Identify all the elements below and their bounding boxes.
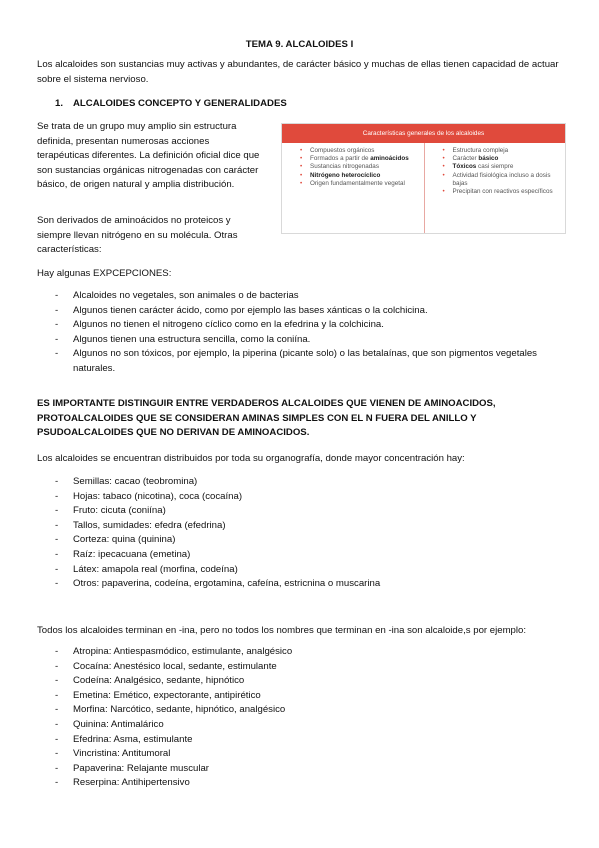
characteristic-text-pre: Estructura compleja bbox=[452, 147, 509, 154]
ina-example-item: - Papaverina: Relajante muscular bbox=[55, 762, 575, 777]
ina-example-item: - Emetina: Emético, expectorante, antipirético bbox=[55, 689, 575, 704]
characteristic-text-pre: Origen fundamentalmente vegetal bbox=[310, 179, 405, 187]
characteristic-item bbox=[288, 155, 420, 163]
characteristic-text-pre: Formados a partir de bbox=[310, 155, 371, 163]
characteristic-text-pre: Actividad fisiológica incluso a dosis bajas bbox=[452, 171, 551, 187]
ina-example-item: - Cocaína: Anestésico local, sedante, estimulante bbox=[55, 660, 575, 675]
exception-item: - Algunos tienen una estructura sencilla, como la coniína. bbox=[55, 333, 575, 348]
distribution-item: - Látex: amapola real (morfina, codeína) bbox=[55, 563, 575, 578]
characteristic-text-bold: Tóxicos bbox=[452, 163, 477, 171]
ina-example-item: - Vincristina: Antitumoral bbox=[55, 747, 575, 762]
characteristics-table bbox=[281, 123, 566, 234]
section-title: ALCALOIDES CONCEPTO Y GENERALIDADES bbox=[73, 98, 287, 109]
ina-examples-list bbox=[55, 645, 575, 791]
important-note: ES IMPORTANTE DISTINGUIR ENTRE VERDADEROS ALCALOIDES QUE VIENEN DE AMINOACIDOS, PROTOALCALOIDES QUE SE CONSIDERAN AMINAS SIMPLES CON EL N FUERA DEL ANILLO Y PSUDOALCALOIDES QUE NO DERIVAN DE AMINOACIDOS. bbox=[37, 398, 496, 439]
ina-example-item: - Efedrina: Asma, estimulante bbox=[55, 733, 575, 748]
distribution-item: - Fruto: cicuta (coniína) bbox=[55, 504, 575, 519]
derivation-paragraph: Son derivados de aminoácidos no proteicos y siempre llevan nitrógeno en su molécula. Otras características: bbox=[37, 215, 238, 256]
characteristic-text-bold: básico bbox=[478, 155, 499, 163]
distribution-title: Los alcaloides se encuentran distribuidos por toda su organografía, donde mayor concentración hay: bbox=[37, 453, 465, 464]
characteristic-text-bold: Nitrógeno heterocíclico bbox=[310, 171, 381, 179]
characteristic-item bbox=[288, 172, 420, 180]
distribution-item: - Hojas: tabaco (nicotina), coca (cocaína) bbox=[55, 490, 575, 505]
exception-item: - Algunos tienen carácter ácido, como por ejemplo las bases xánticas o la colchicina. bbox=[55, 304, 575, 319]
characteristic-text-pre: Sustancias nitrogenadas bbox=[310, 163, 379, 171]
characteristic-text-pre: Precipitan con reactivos específicos bbox=[452, 188, 553, 196]
intro-paragraph: Los alcaloides son sustancias muy activas y abundantes, de carácter básico y muchas de ellas tienen capacidad de actuar sobre el sistema nervioso. bbox=[37, 59, 559, 85]
characteristic-item bbox=[288, 180, 420, 188]
distribution-item: - Raíz: ipecacuana (emetina) bbox=[55, 548, 575, 563]
characteristic-item bbox=[431, 155, 562, 163]
definition-paragraph: Se trata de un grupo muy amplio sin estructura definida, presentan numerosas acciones terapéuticas diferentes. La definición oficial dice que son sustancias orgánicas nitrogenadas con carácter básico, de origen natural y amplia distribución. bbox=[37, 121, 260, 191]
characteristic-item bbox=[431, 147, 562, 155]
ina-example-item: - Morfina: Narcótico, sedante, hipnótico, analgésico bbox=[55, 703, 575, 718]
ina-example-item: - Codeína: Analgésico, sedante, hipnótico bbox=[55, 674, 575, 689]
characteristic-item bbox=[431, 172, 562, 188]
characteristics-left-column bbox=[282, 143, 424, 233]
page-title: TEMA 9. ALCALOIDES I bbox=[245, 39, 354, 50]
distribution-item: - Corteza: quina (quinina) bbox=[55, 533, 575, 548]
exception-item: - Alcaloides no vegetales, son animales o de bacterias bbox=[55, 289, 575, 304]
characteristic-text-pre: Compuestos orgánicos bbox=[310, 147, 375, 154]
exceptions-title: Hay algunas EXPCEPCIONES: bbox=[37, 268, 172, 279]
distribution-item: - Tallos, sumidades: efedra (efedrina) bbox=[55, 519, 575, 534]
characteristic-item bbox=[431, 188, 562, 196]
ina-title: Todos los alcaloides terminan en -ina, pero no todos los nombres que terminan en -ina son alcaloide,s por ejemplo: bbox=[37, 625, 527, 636]
ina-example-item: - Atropina: Antiespasmódico, estimulante, analgésico bbox=[55, 645, 575, 660]
characteristic-text-post: casi siempre bbox=[476, 163, 514, 171]
ina-example-item: - Reserpina: Antihipertensivo bbox=[55, 776, 575, 791]
characteristics-right-column bbox=[424, 143, 566, 233]
characteristic-text-pre: Carácter bbox=[452, 155, 479, 163]
distribution-item: - Otros: papaverina, codeína, ergotamina, cafeína, estricnina o muscarina bbox=[55, 577, 575, 592]
ina-example-item: - Quinina: Antimalárico bbox=[55, 718, 575, 733]
characteristic-text-bold: aminoácidos bbox=[370, 155, 409, 163]
characteristic-item bbox=[431, 163, 562, 171]
exception-item: - Algunos no tienen el nitrogeno cíclico como en la efedrina y la colchicina. bbox=[55, 318, 575, 333]
exceptions-list bbox=[55, 289, 575, 377]
distribution-list bbox=[55, 475, 575, 592]
section-heading bbox=[55, 97, 287, 112]
characteristic-item bbox=[288, 147, 420, 155]
section-number: 1. bbox=[55, 98, 64, 109]
characteristics-table-header: Características generales de los alcaloides bbox=[282, 124, 565, 143]
distribution-item: - Semillas: cacao (teobromina) bbox=[55, 475, 575, 490]
exception-item: - Algunos no son tóxicos, por ejemplo, la piperina (picante solo) o las betalaínas, que son pigmentos vegetales naturales. bbox=[55, 347, 575, 376]
characteristic-item bbox=[288, 163, 420, 171]
